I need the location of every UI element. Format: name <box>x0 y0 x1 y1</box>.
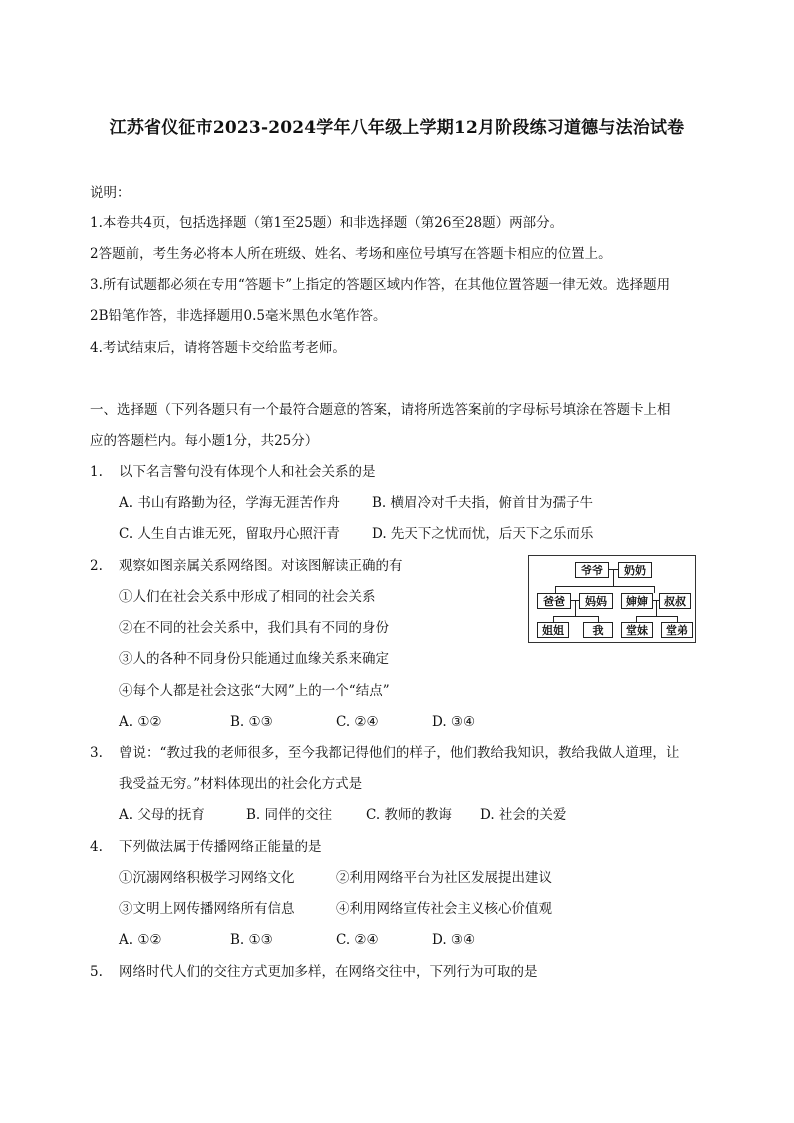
question-stem: 曾说：“教过我的老师很多，至今我都记得他们的样子，他们教给我知识，教给我做人道理，让 <box>119 745 680 761</box>
node-mom: 妈妈 <box>579 593 613 609</box>
question-stem: 网络时代人们的交往方式更加多样，在网络交往中，下列行为可取的是 <box>119 964 538 980</box>
question-number: 4. <box>90 839 103 855</box>
node-grandpa: 爷爷 <box>575 562 609 578</box>
option-c: C. ②④ <box>336 714 379 730</box>
statement: ③人的各种不同身份只能通过血缘关系来确定 <box>119 651 389 667</box>
option-a: A. ①② <box>119 714 162 730</box>
instruction-item: 1.本卷共4页，包括选择题（第1至25题）和非选择题（第26至28题）两部分。 <box>90 215 564 231</box>
question-stem: 以下名言警句没有体现个人和社会关系的是 <box>119 464 376 480</box>
option-d: D. ③④ <box>432 714 476 730</box>
option-b: B. ①③ <box>230 932 273 948</box>
question-number: 5. <box>90 964 103 980</box>
node-cousin-sister: 堂妹 <box>621 622 653 638</box>
option-a: A. 书山有路勤为径，学海无涯苦作舟 <box>119 495 340 511</box>
option-c: C. 人生自古谁无死，留取丹心照汗青 <box>119 526 340 542</box>
node-aunt: 婶婶 <box>621 593 653 609</box>
connector <box>656 601 657 616</box>
node-older-sister: 姐姐 <box>537 622 569 638</box>
instruction-item: 4.考试结束后，请将答题卡交给监考老师。 <box>90 340 346 356</box>
section-heading: 一、选择题（下列各题只有一个最符合题意的答案，请将所选答案前的字母标号填涂在答题卡上相 <box>90 402 671 418</box>
statement: ④每个人都是社会这张“大网”上的一个“结点” <box>119 683 390 699</box>
connector <box>575 601 576 616</box>
instruction-item: 2B铅笔作答，非选择题用0.5毫米黑色水笔作答。 <box>90 308 387 324</box>
option-a: A. ①② <box>119 932 162 948</box>
node-dad: 爸爸 <box>537 593 571 609</box>
connector <box>613 570 614 586</box>
option-a: A. 父母的抚育 <box>119 807 205 823</box>
statement: ①人们在社会关系中形成了相同的社会关系 <box>119 589 376 605</box>
instruction-item: 2答题前，考生务必将本人所在班级、姓名、考场和座位号填写在答题卡相应的位置上。 <box>90 246 612 262</box>
connector <box>654 586 655 593</box>
option-b: B. 横眉冷对千夫指，俯首甘为孺子牛 <box>372 495 594 511</box>
statement: ④利用网络宣传社会主义核心价值观 <box>336 901 552 917</box>
node-grandma: 奶奶 <box>618 562 652 578</box>
question-stem-cont: 我受益无穷。”材料体现出的社会化方式是 <box>119 776 363 792</box>
connector <box>555 586 556 593</box>
family-relationship-diagram <box>528 555 696 643</box>
exam-title: 江苏省仪征市2023-2024学年八年级上学期12月阶段练习道德与法治试卷 <box>109 118 685 138</box>
node-me: 我 <box>583 622 613 638</box>
option-b: B. ①③ <box>230 714 273 730</box>
section-heading-cont: 应的答题栏内。每小题1分，共25分） <box>90 433 319 449</box>
connector <box>553 616 599 617</box>
question-number: 1. <box>90 464 103 480</box>
question-number: 2. <box>90 558 103 574</box>
option-d: D. 社会的关爱 <box>480 807 567 823</box>
connector <box>636 616 678 617</box>
instructions-heading: 说明： <box>90 185 131 201</box>
option-d: D. 先天下之忧而忧，后天下之乐而乐 <box>372 526 594 542</box>
statement: ②利用网络平台为社区发展提出建议 <box>336 870 552 886</box>
option-c: C. ②④ <box>336 932 379 948</box>
question-number: 3. <box>90 745 103 761</box>
question-stem: 下列做法属于传播网络正能量的是 <box>119 839 322 855</box>
option-b: B. 同伴的交往 <box>246 807 333 823</box>
statement: ①沉溺网络积极学习网络文化 <box>119 870 295 886</box>
instruction-item: 3.所有试题都必须在专用“答题卡”上指定的答题区域内作答，在其他位置答题一律无效。选择题用 <box>90 277 671 293</box>
node-cousin-brother: 堂弟 <box>661 622 693 638</box>
option-d: D. ③④ <box>432 932 476 948</box>
statement: ③文明上网传播网络所有信息 <box>119 901 295 917</box>
connector <box>555 586 655 587</box>
node-uncle: 叔叔 <box>659 593 691 609</box>
option-c: C. 教师的教诲 <box>366 807 452 823</box>
question-stem: 观察如图亲属关系网络图。对该图解读正确的有 <box>119 558 403 574</box>
statement: ②在不同的社会关系中，我们具有不同的身份 <box>119 620 389 636</box>
